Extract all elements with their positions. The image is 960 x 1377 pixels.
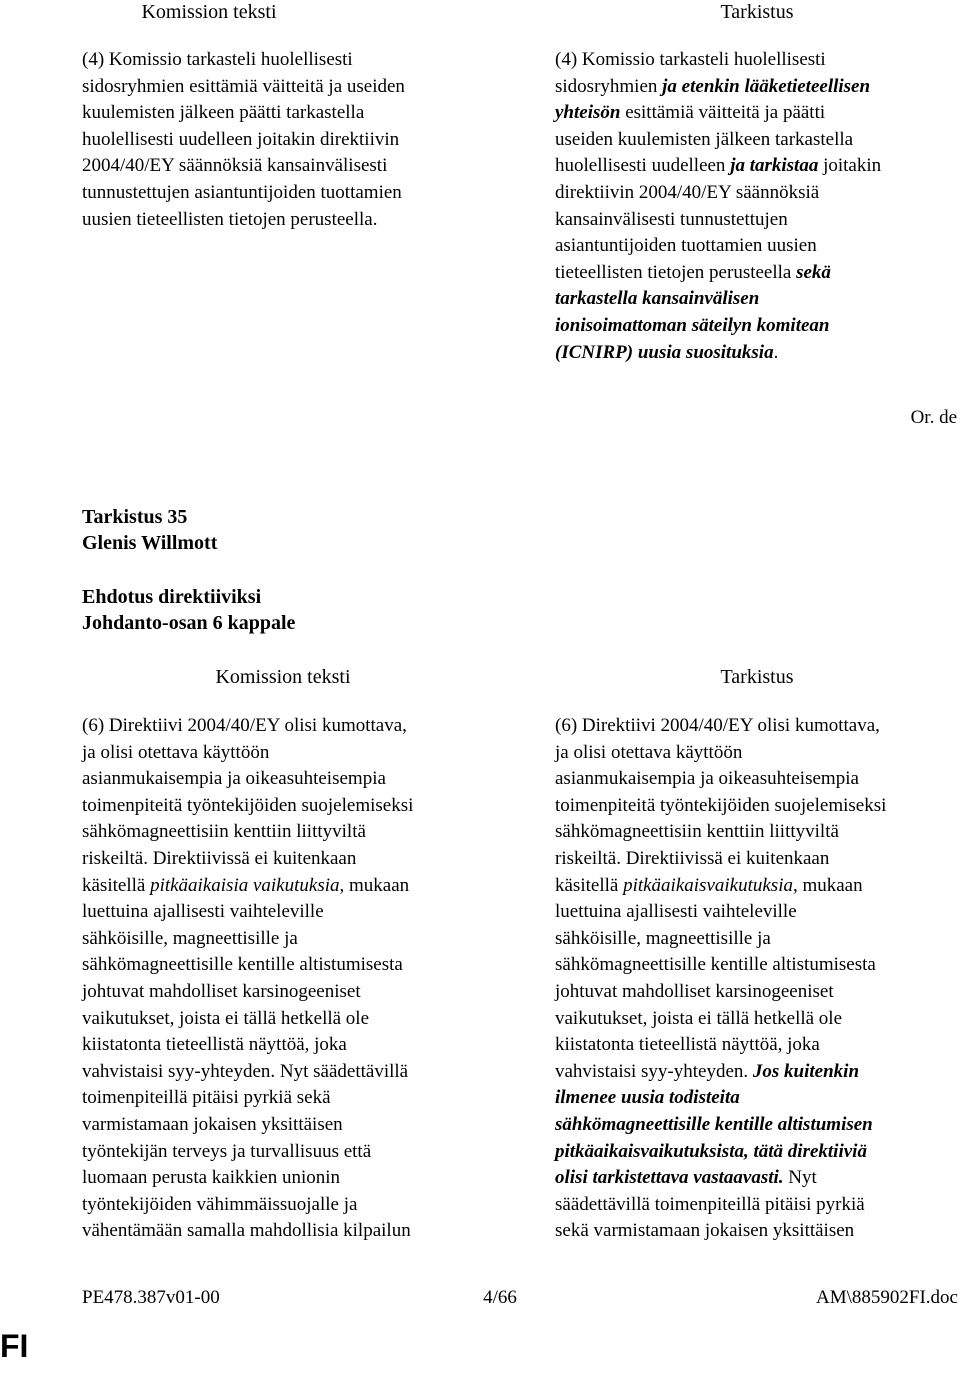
bottom-right-heading: Tarkistus bbox=[720, 666, 794, 688]
text-run: joitakin bbox=[818, 155, 882, 177]
text-line bbox=[82, 793, 482, 820]
emphasized-text: (ICNIRP) uusia suosituksia bbox=[555, 341, 774, 363]
text-line bbox=[82, 926, 482, 953]
text-run: sidosryhmien esittämiä väitteitä ja useiden bbox=[82, 75, 405, 97]
text-run: kiistatonta tieteellistä näyttöä, joka bbox=[82, 1034, 347, 1056]
text-line bbox=[82, 1139, 482, 1166]
text-run: ja olisi otettava käyttöön bbox=[555, 741, 743, 763]
proposal-type: Ehdotus direktiiviksi bbox=[82, 586, 262, 608]
emphasized-text: pitkäaikaisvaikutuksista, tätä direktiiviä bbox=[555, 1140, 867, 1162]
text-line bbox=[555, 233, 955, 260]
text-run: , mukaan bbox=[792, 874, 863, 896]
emphasized-text: ionisoimattoman säteilyn komitean bbox=[555, 314, 830, 336]
text-run: työntekijöiden vähimmäissuojalle ja bbox=[82, 1193, 358, 1215]
text-run: toimenpiteillä pitäisi pyrkiä sekä bbox=[82, 1087, 331, 1109]
text-run: ja olisi otettava käyttöön bbox=[82, 741, 270, 763]
text-line bbox=[555, 180, 955, 207]
text-line bbox=[555, 340, 955, 367]
text-run: kiistatonta tieteellistä näyttöä, joka bbox=[555, 1034, 820, 1056]
text-line bbox=[82, 1218, 482, 1245]
footer-doc-ref: PE478.387v01-00 bbox=[82, 1287, 220, 1308]
emphasized-text: ja etenkin lääketieteellisen bbox=[662, 75, 871, 97]
text-run: Nyt bbox=[783, 1167, 817, 1189]
text-run: sähkömagneettisille kentille altistumisesta bbox=[82, 954, 403, 976]
text-line bbox=[82, 1085, 482, 1112]
text-run: sekä varmistamaan jokaisen yksittäisen bbox=[555, 1220, 855, 1242]
text-line bbox=[82, 1192, 482, 1219]
text-run: säädettävillä toimenpiteillä pitäisi pyrkiä bbox=[555, 1193, 865, 1215]
text-run: sähkömagneettisiin kenttiin liittyviltä bbox=[82, 821, 366, 843]
text-run: riskeiltä. Direktiivissä ei kuitenkaan bbox=[82, 847, 357, 869]
footer-language-code: FI bbox=[0, 1328, 29, 1364]
text-run: luettuina ajallisesti vaihteleville bbox=[555, 901, 797, 923]
text-line bbox=[82, 1032, 482, 1059]
text-line bbox=[82, 819, 482, 846]
top-left-paragraph bbox=[82, 47, 477, 233]
text-line bbox=[82, 873, 482, 900]
top-left-heading: Komission teksti bbox=[141, 1, 277, 23]
text-run: luomaan perusta kaikkien unionin bbox=[82, 1167, 341, 1189]
text-run: sähköisille, magneettisille ja bbox=[555, 927, 771, 949]
text-run: , mukaan bbox=[339, 874, 410, 896]
text-run: asianmukaisempia ja oikeasuhteisempia bbox=[555, 768, 859, 790]
text-run: useiden kuulemisten jälkeen tarkastella bbox=[555, 128, 854, 150]
text-line bbox=[82, 846, 482, 873]
text-line bbox=[82, 740, 482, 767]
text-line bbox=[555, 260, 955, 287]
bottom-left-paragraph bbox=[82, 713, 482, 1245]
text-line bbox=[555, 207, 955, 234]
text-line bbox=[555, 819, 957, 846]
text-run: huolellisesti uudelleen joitakin direktiivin bbox=[82, 128, 400, 150]
text-run: (4) Komissio tarkasteli huolellisesti bbox=[82, 49, 353, 70]
text-run: vahvistaisi syy-yhteyden. Nyt säädettävillä bbox=[82, 1060, 409, 1082]
footer-file-name: AM\885902FI.doc bbox=[816, 1287, 958, 1308]
text-line bbox=[555, 1165, 957, 1192]
text-line bbox=[555, 899, 957, 926]
emphasized-text: pitkäaikaisvaikutuksia bbox=[623, 874, 793, 896]
text-line bbox=[82, 1165, 482, 1192]
text-line bbox=[555, 47, 955, 74]
text-line bbox=[555, 1006, 957, 1033]
text-run: (6) Direktiivi 2004/40/EY olisi kumottava, bbox=[555, 715, 880, 736]
text-line bbox=[555, 127, 955, 154]
text-line bbox=[555, 766, 957, 793]
text-run: riskeiltä. Direktiivissä ei kuitenkaan bbox=[555, 847, 830, 869]
text-run: kansainvälisesti tunnustettujen bbox=[555, 208, 788, 230]
text-run: huolellisesti uudelleen bbox=[555, 155, 731, 177]
text-line bbox=[82, 47, 477, 74]
text-line bbox=[555, 153, 955, 180]
emphasized-text: sähkömagneettisille kentille altistumisen bbox=[555, 1113, 873, 1135]
text-run: vaikutukset, joista ei tällä hetkellä ole bbox=[82, 1007, 370, 1029]
text-line bbox=[82, 153, 477, 180]
text-line bbox=[82, 899, 482, 926]
text-run: sähköisille, magneettisille ja bbox=[82, 927, 298, 949]
text-line bbox=[82, 1059, 482, 1086]
text-run: tunnustettujen asiantuntijoiden tuottamien bbox=[82, 181, 402, 203]
bottom-left-heading: Komission teksti bbox=[215, 666, 351, 688]
text-line bbox=[555, 846, 957, 873]
text-run: luettuina ajallisesti vaihteleville bbox=[82, 901, 324, 923]
text-run: toimenpiteitä työntekijöiden suojelemiseksi bbox=[555, 794, 887, 816]
text-line bbox=[555, 1192, 957, 1219]
amendment-author: Glenis Willmott bbox=[82, 532, 218, 554]
bottom-right-paragraph bbox=[555, 713, 957, 1245]
text-run: käsitellä bbox=[555, 874, 624, 896]
text-line bbox=[555, 1085, 957, 1112]
text-run: . bbox=[773, 341, 779, 363]
original-language: Or. de bbox=[910, 407, 957, 428]
text-run: kuulemisten jälkeen päätti tarkastella bbox=[82, 102, 365, 124]
text-run: toimenpiteitä työntekijöiden suojelemiseksi bbox=[82, 794, 414, 816]
text-run: johtuvat mahdolliset karsinogeeniset bbox=[555, 980, 834, 1002]
text-line bbox=[555, 873, 957, 900]
text-run: uusien tieteellisten tietojen perusteella. bbox=[82, 208, 378, 230]
text-run: direktiivin 2004/40/EY säännöksiä bbox=[555, 181, 820, 203]
emphasized-text: olisi tarkistettava vastaavasti. bbox=[555, 1167, 784, 1189]
text-run: sähkömagneettisiin kenttiin liittyviltä bbox=[555, 821, 839, 843]
text-line bbox=[555, 100, 955, 127]
text-line bbox=[555, 286, 955, 313]
text-line bbox=[555, 979, 957, 1006]
text-line bbox=[555, 1139, 957, 1166]
emphasized-text: ilmenee uusia todisteita bbox=[555, 1087, 740, 1109]
text-run: asianmukaisempia ja oikeasuhteisempia bbox=[82, 768, 386, 790]
text-line bbox=[82, 180, 477, 207]
emphasized-text: Jos kuitenkin bbox=[752, 1060, 860, 1082]
text-run: sidosryhmien bbox=[555, 75, 663, 97]
amendment-title: Tarkistus 35 bbox=[82, 506, 188, 528]
emphasized-text: yhteisön bbox=[555, 102, 621, 124]
top-right-paragraph bbox=[555, 47, 955, 366]
text-run: (4) Komissio tarkasteli huolellisesti bbox=[555, 49, 826, 70]
text-line bbox=[555, 926, 957, 953]
text-line bbox=[82, 1112, 482, 1139]
emphasized-text: pitkäaikaisia vaikutuksia bbox=[150, 874, 340, 896]
text-line bbox=[555, 1218, 957, 1245]
text-line bbox=[82, 207, 477, 234]
text-run: vähentämään samalla mahdollisia kilpailun bbox=[82, 1220, 411, 1242]
text-run: sähkömagneettisille kentille altistumisesta bbox=[555, 954, 876, 976]
text-line bbox=[555, 952, 957, 979]
text-line bbox=[82, 952, 482, 979]
text-run: 2004/40/EY säännöksiä kansainvälisesti bbox=[82, 155, 388, 177]
proposal-location: Johdanto-osan 6 kappale bbox=[82, 612, 296, 634]
text-line bbox=[82, 74, 477, 101]
text-line bbox=[555, 313, 955, 340]
text-run: työntekijän terveys ja turvallisuus että bbox=[82, 1140, 372, 1162]
text-line bbox=[555, 1112, 957, 1139]
text-line bbox=[82, 100, 477, 127]
text-run: vaikutukset, joista ei tällä hetkellä ole bbox=[555, 1007, 843, 1029]
footer-page-number: 4/66 bbox=[483, 1287, 517, 1308]
text-line bbox=[82, 979, 482, 1006]
text-run: (6) Direktiivi 2004/40/EY olisi kumottava, bbox=[82, 715, 407, 736]
emphasized-text: tarkastella kansainvälisen bbox=[555, 288, 760, 310]
emphasized-text: ja tarkistaa bbox=[730, 155, 819, 177]
text-line bbox=[555, 713, 957, 740]
text-line bbox=[555, 1032, 957, 1059]
text-line bbox=[555, 1059, 957, 1086]
text-line bbox=[82, 713, 482, 740]
emphasized-text: sekä bbox=[796, 261, 831, 283]
text-run: asiantuntijoiden tuottamien uusien bbox=[555, 235, 817, 257]
text-line bbox=[82, 127, 477, 154]
text-line bbox=[82, 1006, 482, 1033]
text-line bbox=[555, 740, 957, 767]
text-run: käsitellä bbox=[82, 874, 151, 896]
top-right-heading: Tarkistus bbox=[720, 1, 794, 23]
text-line bbox=[555, 793, 957, 820]
text-line bbox=[82, 766, 482, 793]
text-run: tieteellisten tietojen perusteella bbox=[555, 261, 797, 283]
text-run: esittämiä väitteitä ja päätti bbox=[620, 102, 826, 124]
text-line bbox=[555, 74, 955, 101]
text-run: johtuvat mahdolliset karsinogeeniset bbox=[82, 980, 361, 1002]
text-run: vahvistaisi syy-yhteyden. bbox=[555, 1060, 753, 1082]
text-run: varmistamaan jokaisen yksittäisen bbox=[82, 1113, 343, 1135]
